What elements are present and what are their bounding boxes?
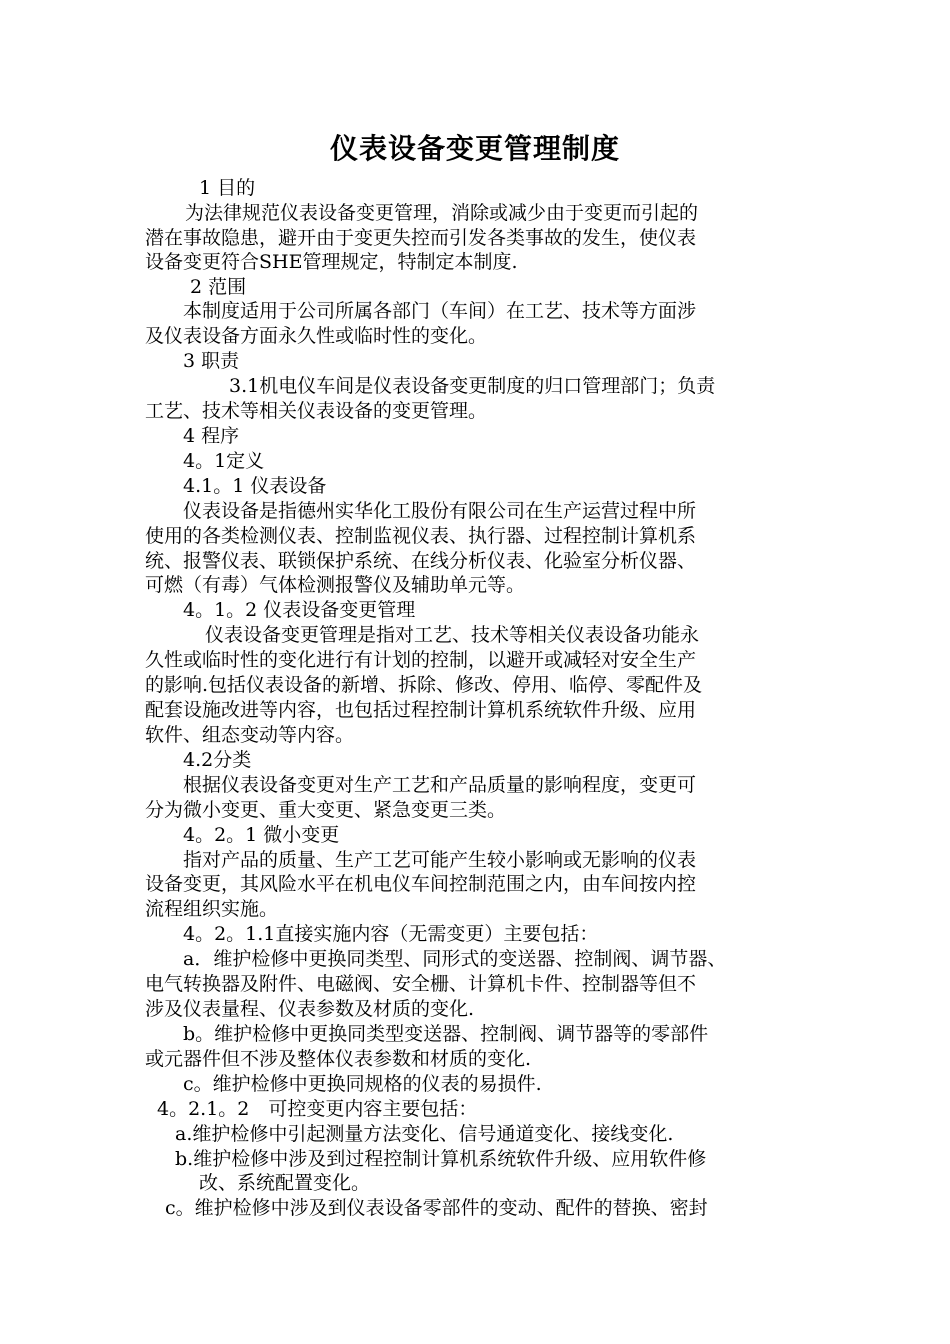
subsection-heading: 4。1定义: [183, 450, 265, 472]
list-item-line: 电气转换器及附件、电磁阀、安全栅、计算机卡件、控制器等但不: [145, 973, 697, 995]
list-item-line: c。维护检修中更换同规格的仪表的易损件.: [183, 1073, 542, 1095]
paragraph-line: 设备变更，其风险水平在机电仪车间控制范围之内，由车间按内控: [145, 873, 697, 895]
paragraph-line: 使用的各类检测仪表、控制监视仪表、执行器、过程控制计算机系: [145, 525, 697, 547]
paragraph-line: 分为微小变更、重大变更、紧急变更三类。: [145, 799, 507, 821]
paragraph-line: 的影响.包括仪表设备的新增、拆除、修改、停用、临停、零配件及: [145, 674, 703, 696]
subsection-heading: 4.2分类: [183, 749, 252, 771]
section-heading-scope: 2 范围: [190, 276, 247, 298]
document-title: 仪表设备变更管理制度: [329, 132, 620, 165]
list-item-line: b.维护检修中涉及到过程控制计算机系统软件升级、应用软件修: [175, 1148, 707, 1170]
subsection-heading: 4.1。1 仪表设备: [183, 475, 327, 497]
list-item-line: b。维护检修中更换同类型变送器、控制阀、调节器等的零部件: [183, 1023, 709, 1045]
paragraph-line: 统、报警仪表、联锁保护系统、在线分析仪表、化验室分析仪器、: [145, 550, 697, 572]
section-heading-purpose: 1 目的: [199, 177, 256, 199]
paragraph-line: 指对产品的质量、生产工艺可能产生较小影响或无影响的仪表: [183, 849, 697, 871]
paragraph-line: 设备变更符合SHE管理规定，特制定本制度.: [145, 251, 518, 273]
section-heading-procedure: 4 程序: [183, 425, 240, 447]
subsection-heading: 4。2。1 微小变更: [183, 824, 340, 846]
paragraph-line: 配套设施改进等内容，也包括过程控制计算机系统软件升级、应用: [145, 699, 697, 721]
paragraph-line: 本制度适用于公司所属各部门（车间）在工艺、技术等方面涉: [183, 300, 697, 322]
paragraph-line: 仪表设备是指德州实华化工股份有限公司在生产运营过程中所: [183, 500, 697, 522]
list-item-line: c。维护检修中涉及到仪表设备零部件的变动、配件的替换、密封: [165, 1197, 708, 1219]
paragraph-line: 及仪表设备方面永久性或临时性的变化。: [145, 325, 488, 347]
paragraph-line: 可燃（有毒）气体检测报警仪及辅助单元等。: [145, 574, 526, 596]
list-item-line: a.维护检修中引起测量方法变化、信号通道变化、接线变化.: [175, 1123, 674, 1145]
paragraph-line: 3.1机电仪车间是仪表设备变更制度的归口管理部门；负责: [229, 375, 716, 397]
list-item-line: a．维护检修中更换同类型、同形式的变送器、控制阀、调节器、: [183, 948, 727, 970]
paragraph-line: 流程组织实施。: [145, 898, 279, 920]
paragraph-line: 久性或临时性的变化进行有计划的控制，以避开或减轻对安全生产: [145, 649, 697, 671]
list-item-line: 涉及仪表量程、仪表参数及材质的变化.: [145, 998, 475, 1020]
paragraph-line: 根据仪表设备变更对生产工艺和产品质量的影响程度，变更可: [183, 774, 697, 796]
paragraph-line: 软件、组态变动等内容。: [145, 724, 355, 746]
list-item-line: 改、系统配置变化。: [199, 1172, 371, 1194]
subsection-heading: 4。2。1.1直接实施内容（无需变更）主要包括：: [183, 923, 599, 945]
section-heading-responsibility: 3 职责: [183, 350, 240, 372]
paragraph-line: 潜在事故隐患，避开由于变更失控而引发各类事故的发生，使仪表: [145, 227, 697, 249]
list-item-line: 或元器件但不涉及整体仪表参数和材质的变化.: [145, 1048, 532, 1070]
subsection-heading: 4。1。2 仪表设备变更管理: [183, 599, 416, 621]
paragraph-line: 工艺、技术等相关仪表设备的变更管理。: [145, 400, 488, 422]
subsection-heading: 4。2.1。2 可控变更内容主要包括：: [157, 1098, 478, 1120]
paragraph-line: 仪表设备变更管理是指对工艺、技术等相关仪表设备功能永: [205, 624, 700, 646]
paragraph-line: 为法律规范仪表设备变更管理，消除或减少由于变更而引起的: [185, 202, 699, 224]
